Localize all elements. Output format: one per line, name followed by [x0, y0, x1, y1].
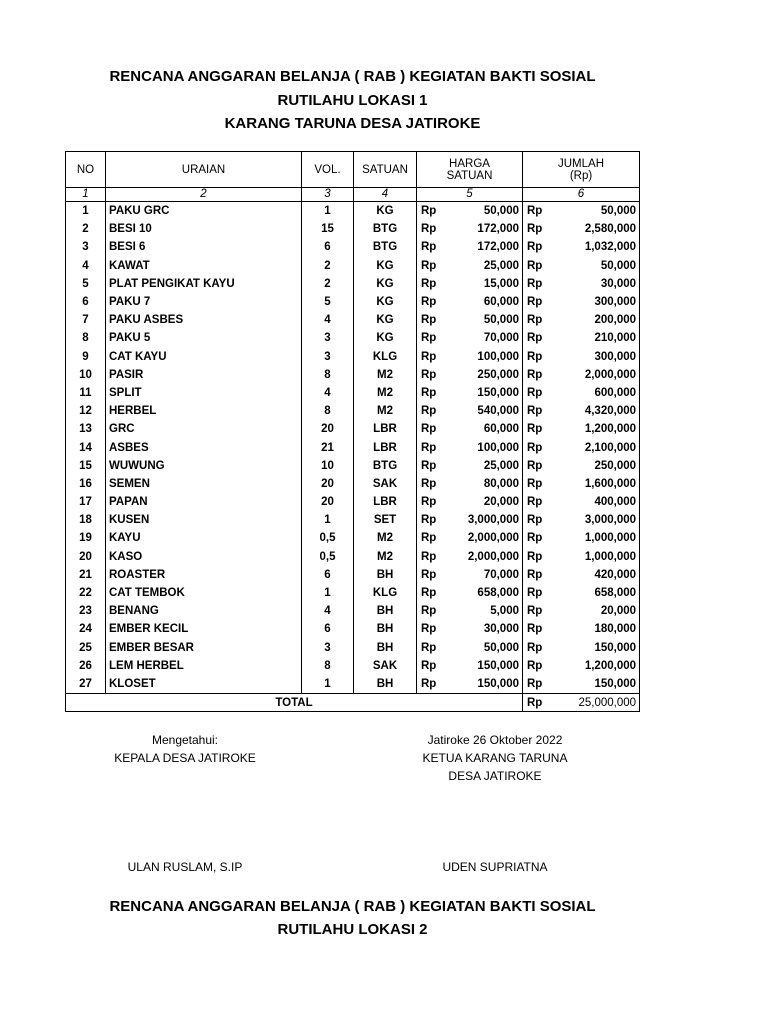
item-total-currency: Rp [523, 220, 549, 238]
table-row [66, 602, 640, 620]
item-total: 400,000 [549, 493, 640, 511]
item-name: PAPAN [106, 493, 302, 511]
item-number: 6 [66, 293, 106, 311]
item-unit: KG [354, 293, 417, 311]
item-total: 1,200,000 [549, 657, 640, 675]
item-price-currency: Rp [417, 238, 445, 256]
item-price-currency: Rp [417, 602, 445, 620]
item-total: 1,032,000 [549, 238, 640, 256]
table-row [66, 511, 640, 529]
table-row [66, 329, 640, 347]
item-total-currency: Rp [523, 511, 549, 529]
signature-left-role: KEPALA DESA JATIROKE [114, 751, 256, 765]
item-total-currency: Rp [523, 566, 549, 584]
item-total: 600,000 [549, 384, 640, 402]
item-number: 26 [66, 657, 106, 675]
item-volume: 5 [302, 293, 354, 311]
header-jumlah: JUMLAH [523, 152, 640, 171]
item-total: 210,000 [549, 329, 640, 347]
item-unit: BH [354, 675, 417, 694]
budget-table [65, 151, 640, 712]
item-total-currency: Rp [523, 584, 549, 602]
item-price-currency: Rp [417, 657, 445, 675]
item-unit: BTG [354, 457, 417, 475]
item-number: 19 [66, 529, 106, 547]
item-number: 3 [66, 238, 106, 256]
item-number: 4 [66, 257, 106, 275]
item-number: 14 [66, 438, 106, 456]
item-unit-price: 2,000,000 [467, 532, 519, 545]
item-total: 50,000 [549, 202, 640, 221]
item-total-currency: Rp [523, 366, 549, 384]
item-volume: 1 [302, 202, 354, 221]
item-name: SPLIT [106, 384, 302, 402]
item-volume: 3 [302, 329, 354, 347]
signature-right-name: UDEN SUPRIATNA [442, 860, 548, 874]
item-total: 20,000 [549, 602, 640, 620]
item-unit-price: 150,000 [445, 675, 523, 694]
item-price-currency: Rp [417, 475, 445, 493]
item-unit: KG [354, 202, 417, 221]
item-unit: BH [354, 639, 417, 657]
item-unit-price: 25,000 [483, 459, 519, 472]
item-unit-price: 5,000 [490, 605, 519, 618]
item-total-currency: Rp [523, 602, 549, 620]
item-number: 10 [66, 366, 106, 384]
item-number: 20 [66, 548, 106, 566]
item-price-currency: Rp [417, 202, 445, 221]
item-total-currency: Rp [523, 475, 549, 493]
item-total-currency: Rp [523, 257, 549, 275]
table-row [66, 566, 640, 584]
item-number: 7 [66, 311, 106, 329]
item-name: KASO [106, 548, 302, 566]
item-unit: BH [354, 602, 417, 620]
item-name: SEMEN [106, 475, 302, 493]
item-total-currency: Rp [523, 639, 549, 657]
document-title-2: RENCANA ANGGARAN BELANJA ( RAB ) KEGIATAN BAKTI SOSIAL [109, 898, 596, 915]
column-index-row [66, 188, 640, 202]
item-total: 1,200,000 [549, 420, 640, 438]
table-row [66, 438, 640, 456]
item-name: ASBES [106, 438, 302, 456]
item-total: 4,320,000 [549, 402, 640, 420]
item-total-currency: Rp [523, 457, 549, 475]
item-name: LEM HERBEL [106, 657, 302, 675]
item-total-currency: Rp [523, 348, 549, 366]
signature-right-role: KETUA KARANG TARUNA [422, 751, 568, 765]
table-row [66, 275, 640, 293]
item-price-currency: Rp [417, 438, 445, 456]
item-volume: 20 [302, 475, 354, 493]
table-row [66, 348, 640, 366]
item-unit: KLG [354, 584, 417, 602]
item-unit-price: 172,000 [477, 241, 519, 254]
table-row [66, 529, 640, 547]
location-subtitle: RUTILAHU LOKASI 1 [277, 92, 428, 109]
item-volume: 8 [302, 402, 354, 420]
table-row [66, 402, 640, 420]
table-row [66, 384, 640, 402]
total-label: TOTAL [66, 694, 523, 712]
col-index: 5 [417, 188, 523, 202]
item-name: KLOSET [106, 675, 302, 694]
item-name: HERBEL [106, 402, 302, 420]
document-title: RENCANA ANGGARAN BELANJA ( RAB ) KEGIATAN BAKTI SOSIAL [109, 68, 596, 85]
item-price-currency: Rp [417, 529, 445, 547]
item-volume: 3 [302, 639, 354, 657]
header-harga: HARGA [417, 152, 523, 171]
item-total-currency: Rp [523, 275, 549, 293]
item-volume: 1 [302, 511, 354, 529]
item-unit: LBR [354, 420, 417, 438]
item-volume: 8 [302, 366, 354, 384]
item-unit-price: 150,000 [477, 386, 519, 399]
item-volume: 8 [302, 657, 354, 675]
item-number: 16 [66, 475, 106, 493]
total-value: 25,000,000 [549, 694, 640, 712]
item-volume: 21 [302, 438, 354, 456]
item-unit-price: 50,000 [483, 205, 519, 218]
item-total: 3,000,000 [549, 511, 640, 529]
item-unit-price: 50,000 [483, 641, 519, 654]
item-total: 50,000 [549, 257, 640, 275]
item-unit: KG [354, 275, 417, 293]
item-volume: 20 [302, 493, 354, 511]
location-subtitle-2: RUTILAHU LOKASI 2 [277, 921, 428, 938]
table-row [66, 639, 640, 657]
item-total: 300,000 [549, 348, 640, 366]
item-total-currency: Rp [523, 402, 549, 420]
item-unit: SET [354, 511, 417, 529]
item-number: 21 [66, 566, 106, 584]
table-row [66, 657, 640, 675]
item-volume: 2 [302, 275, 354, 293]
item-total: 1,000,000 [549, 548, 640, 566]
item-total: 300,000 [549, 293, 640, 311]
item-number: 22 [66, 584, 106, 602]
item-unit: SAK [354, 657, 417, 675]
table-row [66, 620, 640, 638]
item-number: 23 [66, 602, 106, 620]
item-total: 420,000 [549, 566, 640, 584]
item-name: PLAT PENGIKAT KAYU [106, 275, 302, 293]
item-unit: KG [354, 329, 417, 347]
item-price-currency: Rp [417, 311, 445, 329]
total-row [66, 694, 640, 712]
item-total: 1,600,000 [549, 475, 640, 493]
item-price-currency: Rp [417, 675, 445, 694]
item-price-currency: Rp [417, 511, 445, 529]
item-total: 1,000,000 [549, 529, 640, 547]
header-uraian: URAIAN [106, 152, 302, 188]
item-number: 5 [66, 275, 106, 293]
item-name: PAKU 7 [106, 293, 302, 311]
item-number: 13 [66, 420, 106, 438]
item-total-currency: Rp [523, 548, 549, 566]
item-name: KAWAT [106, 257, 302, 275]
item-name: WUWUNG [106, 457, 302, 475]
item-number: 17 [66, 493, 106, 511]
item-volume: 1 [302, 584, 354, 602]
item-number: 15 [66, 457, 106, 475]
item-unit: BH [354, 620, 417, 638]
item-unit-price: 15,000 [483, 277, 519, 290]
item-price-currency: Rp [417, 348, 445, 366]
item-volume: 4 [302, 602, 354, 620]
item-price-currency: Rp [417, 384, 445, 402]
item-total-currency: Rp [523, 293, 549, 311]
item-volume: 10 [302, 457, 354, 475]
table-row [66, 420, 640, 438]
item-price-currency: Rp [417, 584, 445, 602]
item-price-currency: Rp [417, 257, 445, 275]
organization-subtitle: KARANG TARUNA DESA JATIROKE [224, 115, 481, 132]
item-unit: M2 [354, 402, 417, 420]
item-name: EMBER BESAR [106, 639, 302, 657]
header-jumlah-rp: (Rp) [523, 170, 640, 188]
item-number: 12 [66, 402, 106, 420]
item-price-currency: Rp [417, 493, 445, 511]
item-unit-price: 60,000 [483, 423, 519, 436]
item-number: 8 [66, 329, 106, 347]
item-unit: M2 [354, 529, 417, 547]
item-unit-price: 100,000 [477, 350, 519, 363]
table-row [66, 220, 640, 238]
item-total-currency: Rp [523, 202, 549, 221]
item-volume: 4 [302, 311, 354, 329]
item-volume: 6 [302, 620, 354, 638]
signature-right-role2: DESA JATIROKE [448, 769, 542, 783]
items-body [66, 202, 640, 694]
item-unit-price: 3,000,000 [467, 514, 519, 527]
item-unit-price: 60,000 [483, 296, 519, 309]
item-number: 2 [66, 220, 106, 238]
item-name: CAT TEMBOK [106, 584, 302, 602]
item-total-currency: Rp [523, 529, 549, 547]
item-total-currency: Rp [523, 657, 549, 675]
item-total-currency: Rp [523, 384, 549, 402]
item-unit-price: 25,000 [483, 259, 519, 272]
item-unit-price: 250,000 [477, 368, 519, 381]
item-name: PAKU ASBES [106, 311, 302, 329]
item-unit: KG [354, 257, 417, 275]
item-unit-price: 172,000 [477, 223, 519, 236]
item-unit-price: 100,000 [477, 441, 519, 454]
item-total: 150,000 [549, 639, 640, 657]
item-unit: KLG [354, 348, 417, 366]
item-unit: BH [354, 566, 417, 584]
item-price-currency: Rp [417, 620, 445, 638]
item-unit-price: 50,000 [483, 314, 519, 327]
item-unit-price: 30,000 [483, 623, 519, 636]
item-number: 25 [66, 639, 106, 657]
item-unit: BTG [354, 238, 417, 256]
table-row [66, 457, 640, 475]
item-volume: 20 [302, 420, 354, 438]
signature-left-title: Mengetahui: [151, 733, 219, 747]
header-satuan: SATUAN [354, 152, 417, 188]
item-total-currency: Rp [523, 493, 549, 511]
item-price-currency: Rp [417, 402, 445, 420]
item-volume: 6 [302, 566, 354, 584]
item-name: EMBER KECIL [106, 620, 302, 638]
item-unit: KG [354, 311, 417, 329]
item-name: KUSEN [106, 511, 302, 529]
item-name: BENANG [106, 602, 302, 620]
item-total-currency: Rp [523, 620, 549, 638]
item-name: BESI 6 [106, 238, 302, 256]
item-volume: 1 [302, 675, 354, 694]
item-name: BESI 10 [106, 220, 302, 238]
item-price-currency: Rp [417, 548, 445, 566]
item-unit-price: 20,000 [483, 496, 519, 509]
table-row [66, 675, 640, 694]
item-number: 27 [66, 675, 106, 694]
item-price-currency: Rp [417, 275, 445, 293]
item-price-currency: Rp [417, 220, 445, 238]
signature-right-date: Jatiroke 26 Oktober 2022 [427, 733, 563, 747]
item-price-currency: Rp [417, 639, 445, 657]
total-currency: Rp [523, 694, 549, 712]
item-number: 11 [66, 384, 106, 402]
item-price-currency: Rp [417, 457, 445, 475]
item-unit-price: 2,000,000 [467, 550, 519, 563]
item-volume: 4 [302, 384, 354, 402]
item-total-currency: Rp [523, 238, 549, 256]
item-total-currency: Rp [523, 329, 549, 347]
table-row [66, 548, 640, 566]
item-name: CAT KAYU [106, 348, 302, 366]
item-number: 24 [66, 620, 106, 638]
col-index: 3 [302, 188, 354, 202]
item-total-currency: Rp [523, 311, 549, 329]
item-total: 250,000 [549, 457, 640, 475]
item-volume: 0,5 [302, 548, 354, 566]
item-total-currency: Rp [523, 438, 549, 456]
item-unit-price: 80,000 [483, 477, 519, 490]
item-price-currency: Rp [417, 329, 445, 347]
item-price-currency: Rp [417, 293, 445, 311]
item-name: PAKU 5 [106, 329, 302, 347]
item-name: GRC [106, 420, 302, 438]
item-total: 150,000 [549, 675, 640, 694]
item-price-currency: Rp [417, 366, 445, 384]
item-unit: M2 [354, 548, 417, 566]
item-unit: SAK [354, 475, 417, 493]
item-total-currency: Rp [523, 675, 549, 694]
item-volume: 15 [302, 220, 354, 238]
item-unit-price: 70,000 [483, 332, 519, 345]
item-total-currency: Rp [523, 420, 549, 438]
table-row [66, 311, 640, 329]
item-unit: LBR [354, 438, 417, 456]
table-row [66, 293, 640, 311]
item-unit: M2 [354, 366, 417, 384]
item-unit: BTG [354, 220, 417, 238]
item-unit: LBR [354, 493, 417, 511]
item-price-currency: Rp [417, 566, 445, 584]
item-number: 18 [66, 511, 106, 529]
item-number: 9 [66, 348, 106, 366]
item-unit-price: 70,000 [483, 568, 519, 581]
table-row [66, 584, 640, 602]
header-harga-satuan: SATUAN [417, 170, 523, 188]
table-row [66, 202, 640, 221]
item-number: 1 [66, 202, 106, 221]
item-volume: 3 [302, 348, 354, 366]
signature-left-name: ULAN RUSLAM, S.IP [127, 860, 243, 874]
table-row [66, 238, 640, 256]
header-no: NO [66, 152, 106, 188]
col-index: 6 [523, 188, 640, 202]
item-volume: 6 [302, 238, 354, 256]
item-volume: 0,5 [302, 529, 354, 547]
item-name: PASIR [106, 366, 302, 384]
item-total: 2,100,000 [549, 438, 640, 456]
item-unit: M2 [354, 384, 417, 402]
item-total: 30,000 [549, 275, 640, 293]
item-total: 180,000 [549, 620, 640, 638]
item-total: 2,000,000 [549, 366, 640, 384]
item-volume: 2 [302, 257, 354, 275]
item-unit-price: 540,000 [477, 405, 519, 418]
table-row [66, 475, 640, 493]
header-vol: VOL. [302, 152, 354, 188]
table-row [66, 493, 640, 511]
col-index: 1 [66, 188, 106, 202]
item-unit-price: 150,000 [477, 659, 519, 672]
item-total: 200,000 [549, 311, 640, 329]
item-unit-price: 658,000 [477, 587, 519, 600]
item-name: ROASTER [106, 566, 302, 584]
item-total: 2,580,000 [549, 220, 640, 238]
col-index: 2 [106, 188, 302, 202]
item-name: PAKU GRC [106, 202, 302, 221]
item-name: KAYU [106, 529, 302, 547]
item-total: 658,000 [549, 584, 640, 602]
table-row [66, 366, 640, 384]
col-index: 4 [354, 188, 417, 202]
table-row [66, 257, 640, 275]
item-price-currency: Rp [417, 420, 445, 438]
